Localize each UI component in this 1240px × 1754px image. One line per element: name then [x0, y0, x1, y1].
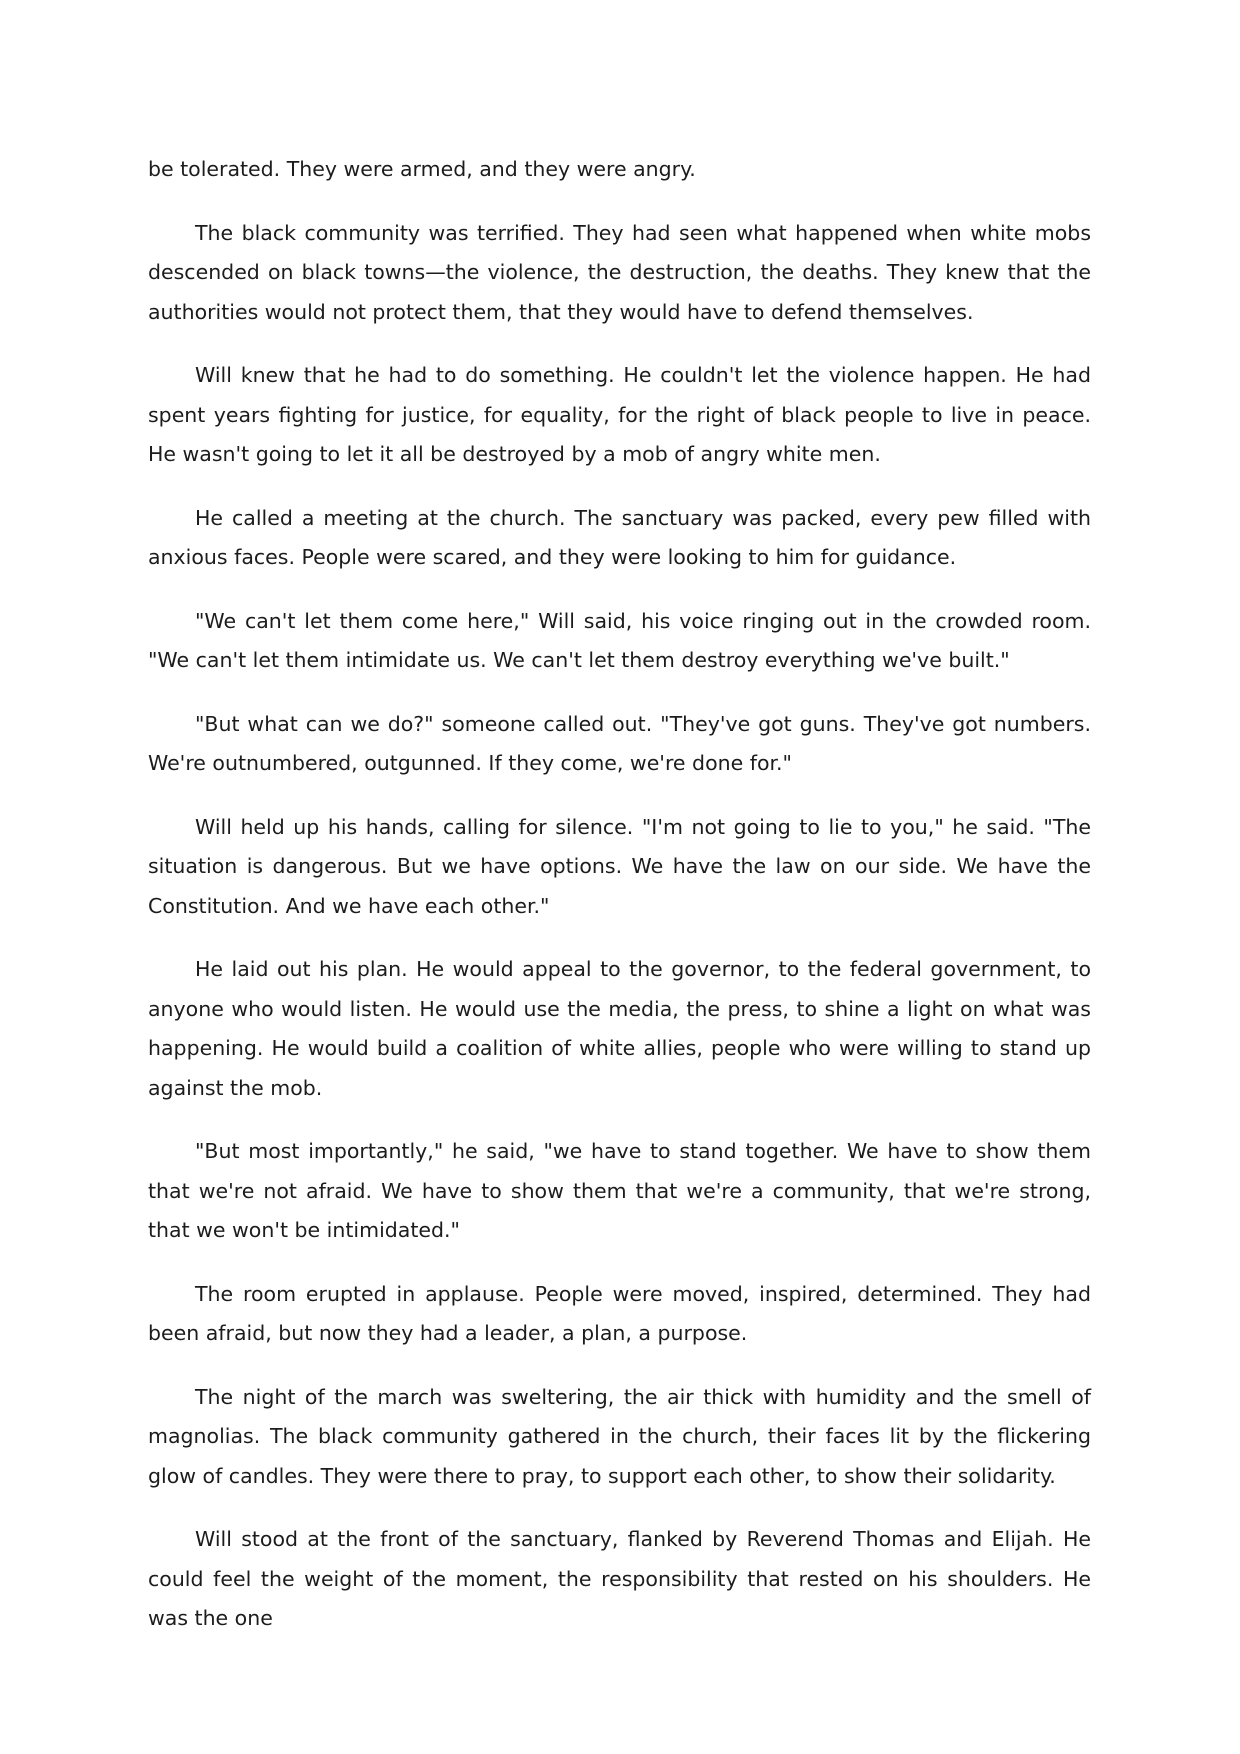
paragraph-5: "We can't let them come here," Will said, his voice ringing out in the crowded room. "We can't let them intimidate us. We can't let them destroy everything we've built." — [148, 608, 1091, 672]
paragraph-8: He laid out his plan. He would appeal to the governor, to the federal government, to anyone who would listen. He would use the media, the press, to shine a light on what was happening. He would build a coalition of white allies, people who were willing to stand up against the mob. — [148, 957, 1091, 1100]
paragraph-4: He called a meeting at the church. The sanctuary was packed, every pew filled with anxious faces. People were scared, and they were looking to him for guidance. — [148, 505, 1091, 569]
paragraph-11: The night of the march was sweltering, the air thick with humidity and the smell of magnolias. The black community gathered in the church, their faces lit by the flickering glow of candles. They were there to pray, to support each other, to show their solidarity. — [148, 1384, 1091, 1488]
paragraph-1: be tolerated. They were armed, and they were angry. — [148, 157, 696, 181]
paragraph-7: Will held up his hands, calling for silence. "I'm not going to lie to you," he said. "The situation is dangerous. But we have options. We have the law on our side. We have the Constitution. And we have each other." — [148, 814, 1091, 918]
document-body — [148, 150, 1091, 1663]
paragraph-10: The room erupted in applause. People were moved, inspired, determined. They had been afraid, but now they had a leader, a plan, a purpose. — [148, 1281, 1091, 1345]
paragraph-2: The black community was terrified. They had seen what happened when white mobs descended on black towns—the violence, the destruction, the deaths. They knew that the authorities would not protect them, that they would have to defend themselves. — [148, 220, 1091, 324]
paragraph-3: Will knew that he had to do something. He couldn't let the violence happen. He had spent years fighting for justice, for equality, for the right of black people to live in peace. He wasn't going to let it all be destroyed by a mob of angry white men. — [148, 363, 1091, 466]
paragraph-9: "But most importantly," he said, "we have to stand together. We have to show them that we're not afraid. We have to show them that we're a community, that we're strong, that we won't be intimidated." — [148, 1139, 1091, 1242]
paragraph-12: Will stood at the front of the sanctuary, flanked by Reverend Thomas and Elijah. He could feel the weight of the moment, the responsibility that rested on his shoulders. He was the one — [148, 1527, 1091, 1630]
paragraph-6: "But what can we do?" someone called out. "They've got guns. They've got numbers. We're outnumbered, outgunned. If they come, we're done for." — [148, 711, 1091, 775]
